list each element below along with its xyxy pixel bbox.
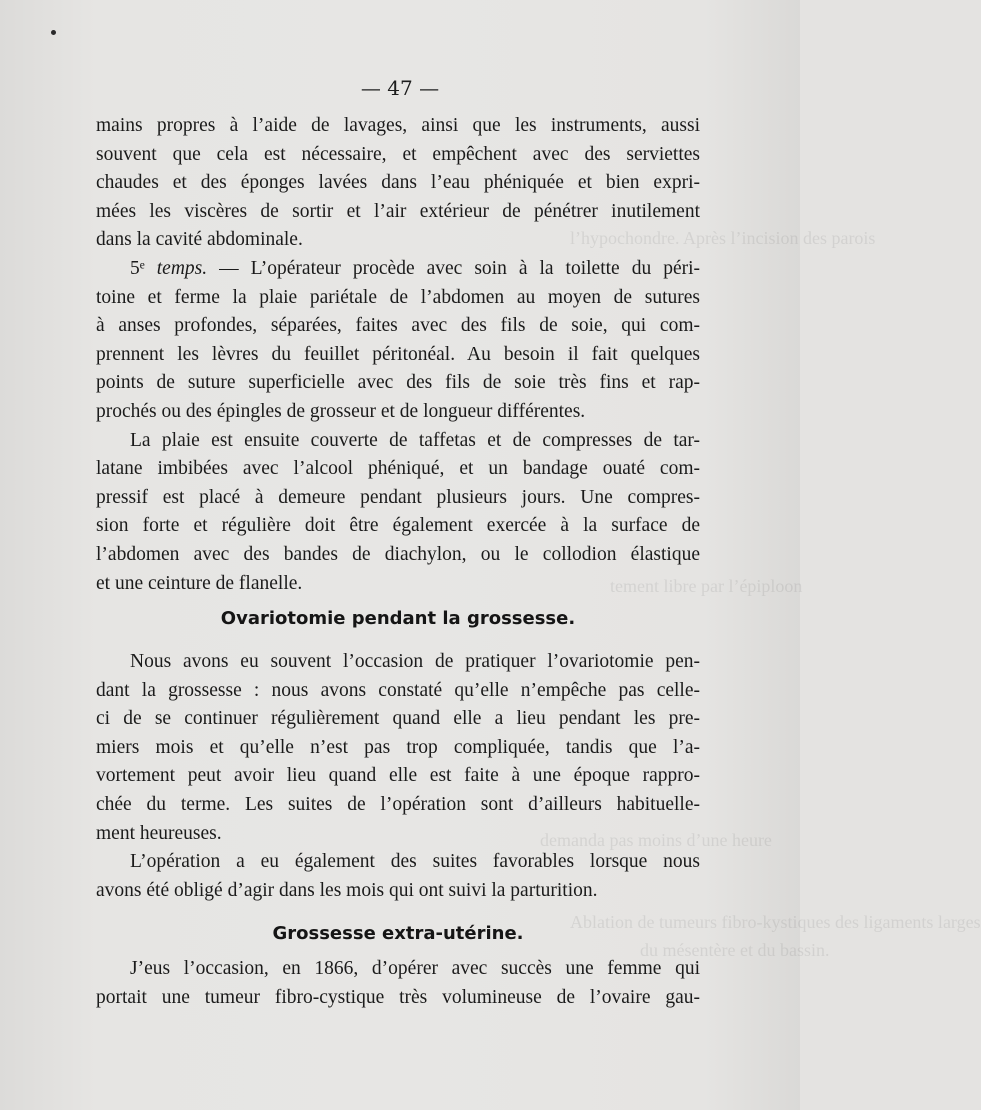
text-line: dans la cavité abdominale. [96,229,303,251]
text-line-lead [96,255,700,284]
text-line: et une ceinture de flanelle. [96,572,303,594]
text-line: chée du terme. Les suites de l’opération sont d’ailleurs habituelle- [96,794,700,816]
body-text [96,112,700,1013]
text-line: vortement peut avoir lieu quand elle est faite à une époque rappro- [96,765,700,787]
text-line: La plaie est ensuite couverte de taffetas et de compresses de tar- [130,429,700,451]
text-line: J’eus l’occasion, en 1866, d’opérer avec succès une femme qui [130,958,700,980]
paragraph-parturition [96,848,700,905]
text-line: miers mois et qu’elle n’est pas trop compliquée, tandis que l’a- [96,736,700,758]
text-line: portait une tumeur fibro-cystique très volumineuse de l’ovaire gau- [96,987,700,1009]
text-line: mées les viscères de sortir et l’air extérieur de pénétrer inutilement [96,200,700,222]
text-line-rest: — L’opérateur procède avec soin à la toilette du péri- [219,257,701,279]
section-heading: Grossesse extra-utérine. [272,923,524,945]
paragraph-pregnancy [96,648,700,848]
step-label: temps. [156,257,208,279]
ink-speck [51,30,56,35]
text-line: ment heureuses. [96,822,222,844]
paragraph-dressing [96,427,700,599]
text-line: sion forte et régulière doit être également exercée à la surface de [96,515,700,537]
text-line: souvent que cela est nécessaire, et empêchent avec des serviettes [96,143,700,165]
text-line: points de suture superficielle avec des fils de soie très fins et rap- [96,372,700,394]
text-line: pressif est placé à demeure pendant plusieurs jours. Une compres- [96,486,700,508]
text-line: ci de se continuer régulièrement quand elle a lieu pendant les pre- [96,708,700,730]
text-line: à anses profondes, séparées, faites avec des fils de soie, qui com- [96,315,700,337]
paragraph-step-5 [96,255,700,427]
page: — 47 — l’hypochondre. Après l’incision des parois tement libre par l’épiploon demanda pas moins d’une heure Ablation de tumeurs fibro-kystiques des ligaments larges du mésentère et du bassin. mains propres à l’aide de lavages, ainsi que les instruments, aussi souvent que cela est nécessaire, et empêchent avec des serviettes chaudes et des éponges lavées dans l’eau phéniquée et bien expri- mées les viscères de sortir et l’air extérieur de pénétrer inutilement dans la cavité abdominale. 5ᵉ temps. — L’opérateur procède avec soin à la toilette du péri- toine et ferme la plaie pariétale de l’abdomen au moyen de sutures à anses profondes, séparées, faites avec des fils de soie, qui com- prennent les lèvres du feuillet péritonéal. Au besoin il fait quelques points de suture superficielle avec des fils de soie très fins et rap- prochés ou des épingles de grosseur et de longueur différentes. La plaie est ensuite couverte de taffetas et de compresses de tar- latane imbibées avec l’alcool phéniqué, et un bandage ouaté com- pressif est placé à demeure pendant plusieurs jours. Une compres- sion forte et régulière doit être également exercée à la surface de l’abdomen avec des bandes de diachylon, ou le collodion élastique et une ceinture de flanelle. Ovariotomie pendant la grossesse. Nous avons eu souvent l’occasion de pratiquer l’ovariotomie pen- dant la grossesse : nous avons constaté qu’elle n’empêche pas celle- ci de se continuer régulièrement quand elle a lieu pendant les pre- miers mois et qu’elle n’est pas trop compliquée, tandis que l’a- vortement peut avoir lieu quand elle est faite à une époque rappro- chée du terme. Les suites de l’opération sont d’ailleurs habituelle- ment heureuses. L’opération a eu également des suites favorables lorsque nous avons été obligé d’agir dans les mois qui ont suivi la parturition. Grossesse extra-utérine. J’eus l’occasion, en 1866, d’opérer avec succès une femme qui portait une tumeur fibro-cystique très volumineuse de l’ovaire gau- [0,0,800,1110]
text-line: mains propres à l’aide de lavages, ainsi que les instruments, aussi [96,115,700,136]
text-line: L’opération a eu également des suites favorables lorsque nous [130,851,700,873]
page-number: — 47 — [360,76,440,100]
text-line: l’abdomen avec des bandes de diachylon, ou le collodion élastique [96,543,700,565]
step-number: 5ᵉ [130,257,145,279]
text-line: latane imbibées avec l’alcool phéniqué, et un bandage ouaté com- [96,458,700,480]
text-line: chaudes et des éponges lavées dans l’eau phéniquée et bien expri- [96,172,700,194]
paragraph-continuation [96,112,700,255]
text-line: dant la grossesse : nous avons constaté qu’elle n’empêche pas celle- [96,679,700,701]
text-line: toine et ferme la plaie pariétale de l’abdomen au moyen de sutures [96,286,700,308]
text-line: Nous avons eu souvent l’occasion de pratiquer l’ovariotomie pen- [130,651,700,673]
text-line: prennent les lèvres du feuillet péritonéal. Au besoin il fait quelques [96,343,700,365]
section-heading: Ovariotomie pendant la grossesse. [220,608,576,630]
text-line: avons été obligé d’agir dans les mois qui ont suivi la parturition. [96,879,598,901]
text-line: prochés ou des épingles de grosseur et de longueur différentes. [96,400,586,422]
paragraph-extrauterine [96,955,700,1012]
